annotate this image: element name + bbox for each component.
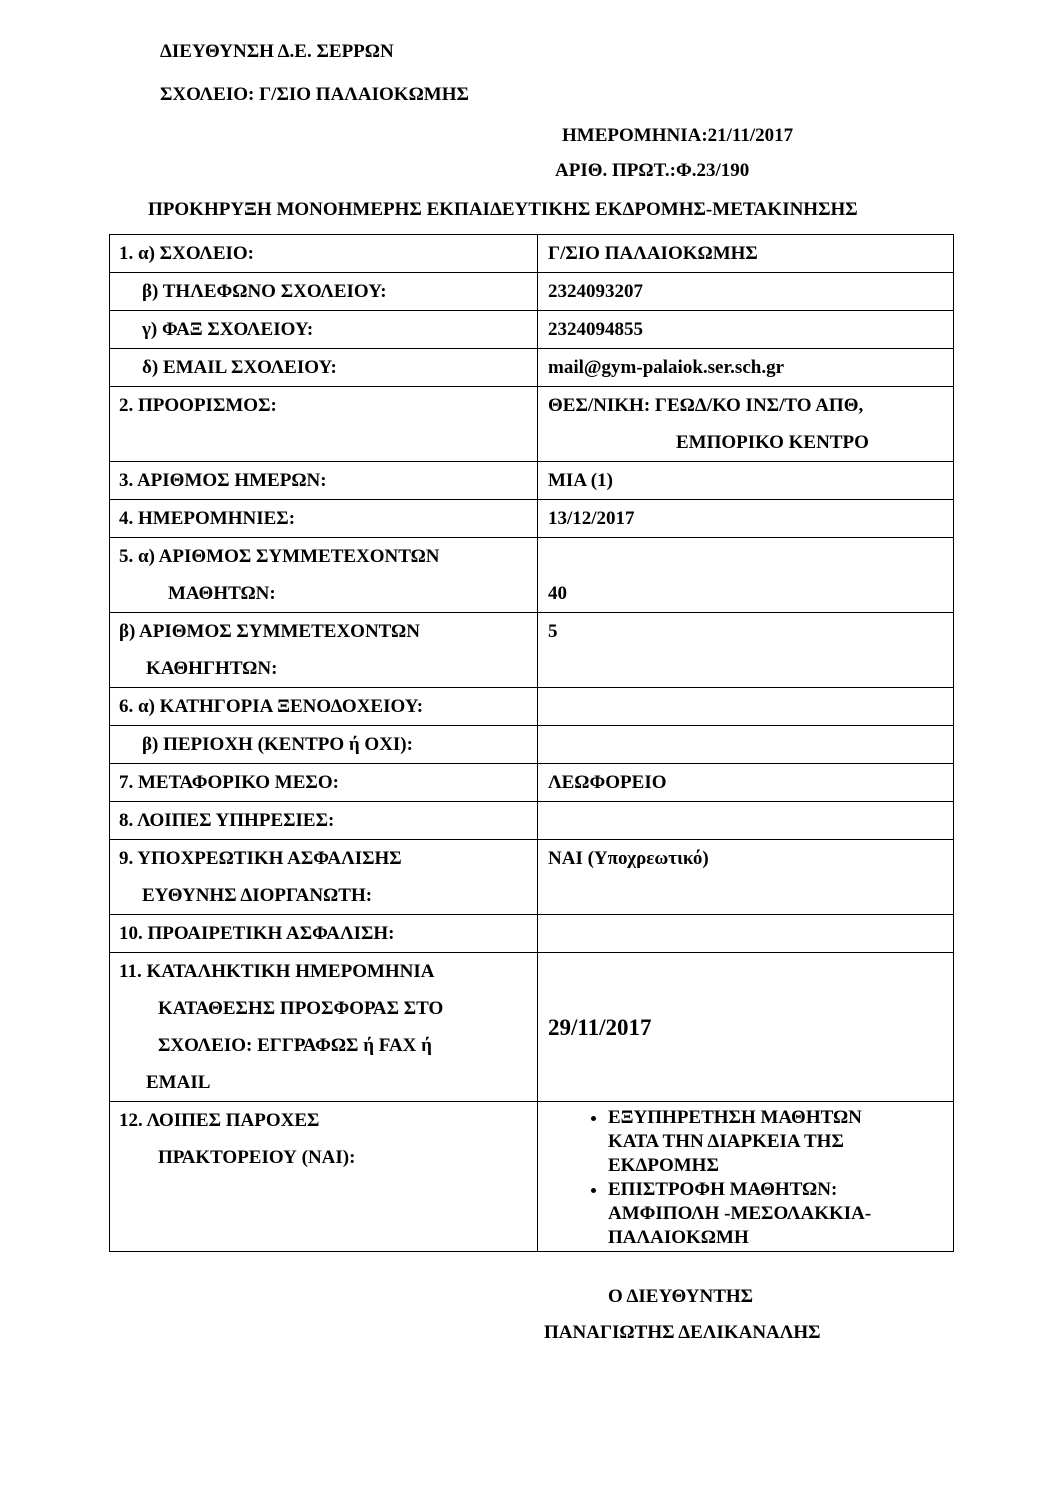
document-date: ΗΜΕΡΟΜΗΝΙΑ:21/11/2017 (562, 125, 794, 146)
label-hotel-category: 6. α) ΚΑΤΗΓΟΡΙΑ ΞΕΝΟΔΟΧΕΙΟΥ: (119, 696, 424, 717)
label-area: β) ΠΕΡΙΟΧΗ (ΚΕΝΤΡΟ ή ΟΧΙ): (142, 734, 413, 755)
value-destination-line2: ΕΜΠΟΡΙΚΟ ΚΕΝΤΡΟ (676, 432, 869, 453)
row-fax (110, 311, 954, 349)
label-other-services: 8. ΛΟΙΠΕΣ ΥΠΗΡΕΣΙΕΣ: (119, 810, 335, 831)
label-dates: 4. ΗΜΕΡΟΜΗΝΙΕΣ: (119, 508, 296, 529)
value-students: 40 (548, 583, 567, 604)
value-days: ΜΙΑ (1) (548, 470, 613, 491)
value-deadline: 29/11/2017 (548, 1014, 652, 1040)
row-email (110, 349, 954, 387)
list-item: • ΕΠΙΣΤΡΟΦΗ ΜΑΘΗΤΩΝ: ΑΜΦΙΠΟΛΗ -ΜΕΣΟΛΑΚΚΙΑ- ΠΑΛΑΙΟΚΩΜΗ (608, 1178, 953, 1250)
row-school (110, 235, 954, 273)
label-agency-services-line2: ΠΡΑΚΤΟΡΕΙΟΥ (ΝΑΙ): (158, 1147, 356, 1168)
row-other-services (110, 802, 954, 840)
row-dates (110, 500, 954, 538)
row-days (110, 462, 954, 500)
value-phone: 2324093207 (548, 281, 643, 302)
signature-role: Ο ΔΙΕΥΘΥΝΤΗΣ (608, 1286, 754, 1307)
label-deadline-line3: ΣΧΟΛΕΙΟ: ΕΓΓΡΑΦΩΣ ή FAX ή (158, 1035, 432, 1056)
label-phone: β) ΤΗΛΕΦΩΝΟ ΣΧΟΛΕΙΟΥ: (142, 281, 387, 302)
row-deadline (110, 953, 954, 1102)
document-title: ΠΡΟΚΗΡΥΞΗ ΜΟΝΟΗΜΕΡΗΣ ΕΚΠΑΙΔΕΥΤΙΚΗΣ ΕΚΔΡΟΜΗΣ-ΜΕΤΑΚΙΝΗΣΗΣ (148, 199, 858, 220)
value-transport: ΛΕΩΦΟΡΕΙΟ (548, 772, 667, 793)
school-heading: ΣΧΟΛΕΙΟ: Γ/ΣΙΟ ΠΑΛΑΙΟΚΩΜΗΣ (160, 84, 469, 105)
label-transport: 7. ΜΕΤΑΦΟΡΙΚΟ ΜΕΣΟ: (119, 772, 339, 793)
label-teachers-line1: β) ΑΡΙΘΜΟΣ ΣΥΜΜΕΤΕΧΟΝΤΩΝ (119, 621, 420, 642)
row-destination (110, 387, 954, 462)
label-optional-insurance: 10. ΠΡΟΑΙΡΕΤΙΚΗ ΑΣΦΑΛΙΣΗ: (119, 923, 395, 944)
value-fax: 2324094855 (548, 319, 643, 340)
value-dates: 13/12/2017 (548, 508, 635, 529)
label-deadline-line4: EMAIL (146, 1072, 211, 1093)
agency-services-list (538, 1106, 953, 1250)
label-students-line2: ΜΑΘΗΤΩΝ: (168, 583, 276, 604)
label-agency-services-line1: 12. ΛΟΙΠΕΣ ΠΑΡΟΧΕΣ (119, 1110, 320, 1131)
label-school: 1. α) ΣΧΟΛΕΙΟ: (119, 243, 255, 264)
label-days: 3. ΑΡΙΘΜΟΣ ΗΜΕΡΩΝ: (119, 470, 327, 491)
row-optional-insurance (110, 915, 954, 953)
row-phone (110, 273, 954, 311)
row-transport (110, 764, 954, 802)
label-teachers-line2: ΚΑΘΗΓΗΤΩΝ: (146, 658, 278, 679)
row-teachers (110, 613, 954, 688)
label-students-line1: 5. α) ΑΡΙΘΜΟΣ ΣΥΜΜΕΤΕΧΟΝΤΩΝ (119, 546, 440, 567)
label-deadline-line1: 11. ΚΑΤΑΛΗΚΤΙΚΗ ΗΜΕΡΟΜΗΝΙΑ (119, 961, 435, 982)
row-agency-services (110, 1102, 954, 1252)
protocol-number: ΑΡΙΘ. ΠΡΩΤ.:Φ.23/190 (555, 160, 750, 181)
label-email: δ) EMAIL ΣΧΟΛΕΙΟΥ: (142, 357, 337, 378)
row-hotel-category (110, 688, 954, 726)
label-mandatory-insurance-line1: 9. ΥΠΟΧΡΕΩΤΙΚΗ ΑΣΦΑΛΙΣΗΣ (119, 848, 402, 869)
signature-name: ΠΑΝΑΓΙΩΤΗΣ ΔΕΛΙΚΑΝΑΛΗΣ (544, 1322, 821, 1343)
value-email: mail@gym-palaiok.ser.sch.gr (548, 357, 784, 378)
row-students (110, 538, 954, 613)
label-fax: γ) ΦΑΞ ΣΧΟΛΕΙΟΥ: (142, 319, 314, 340)
trip-details-table (109, 234, 954, 1252)
label-deadline-line2: ΚΑΤΑΘΕΣΗΣ ΠΡΟΣΦΟΡΑΣ ΣΤΟ (158, 998, 444, 1019)
list-item: • ΕΞΥΠΗΡΕΤΗΣΗ ΜΑΘΗΤΩΝ ΚΑΤΑ ΤΗΝ ΔΙΑΡΚΕΙΑ ΤΗΣ ΕΚΔΡΟΜΗΣ (608, 1106, 953, 1178)
row-area (110, 726, 954, 764)
label-mandatory-insurance-line2: ΕΥΘΥΝΗΣ ΔΙΟΡΓΑΝΩΤΗ: (142, 885, 373, 906)
directorate-heading: ΔΙΕΥΘΥΝΣΗ Δ.Ε. ΣΕΡΡΩΝ (160, 41, 394, 62)
value-school: Γ/ΣΙΟ ΠΑΛΑΙΟΚΩΜΗΣ (548, 243, 758, 264)
row-mandatory-insurance (110, 840, 954, 915)
value-destination-line1: ΘΕΣ/ΝΙΚΗ: ΓΕΩΔ/ΚΟ ΙΝΣ/ΤΟ ΑΠΘ, (548, 395, 864, 416)
value-mandatory-insurance: ΝΑΙ (Υποχρεωτικό) (548, 848, 709, 869)
value-teachers: 5 (548, 621, 558, 642)
label-destination: 2. ΠΡΟΟΡΙΣΜΟΣ: (119, 395, 277, 416)
